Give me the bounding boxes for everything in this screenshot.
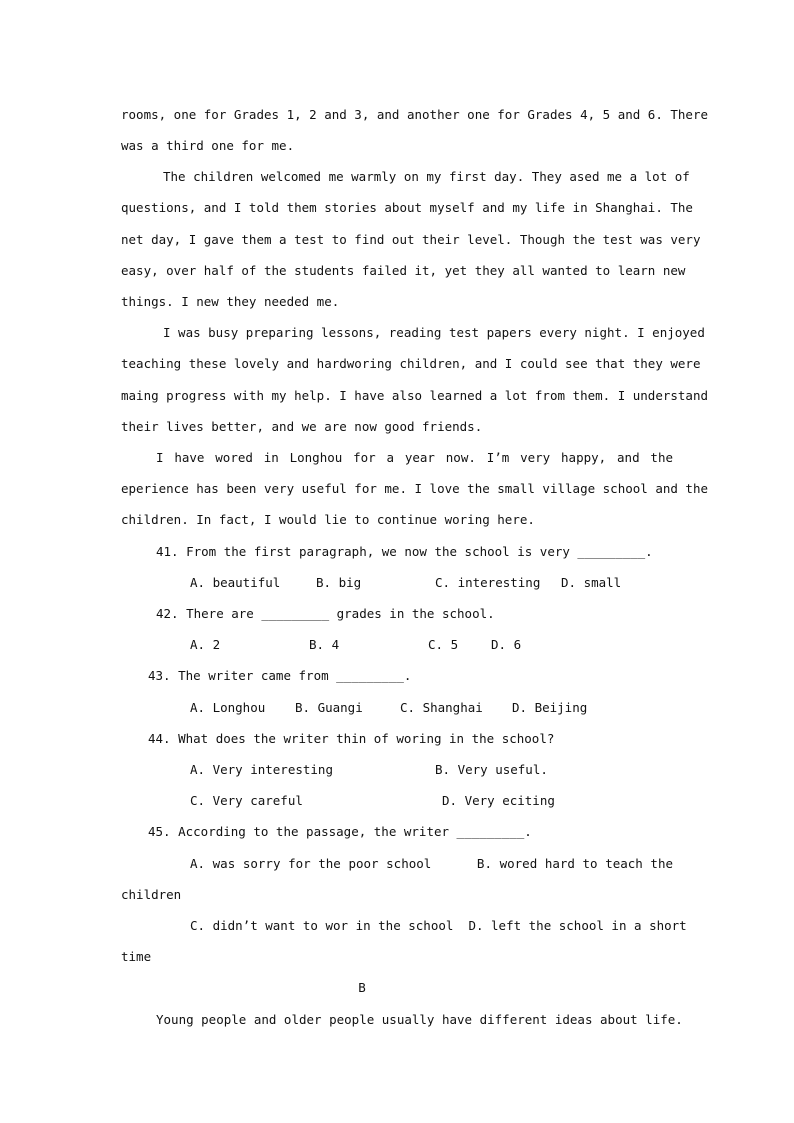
passage-line: questions, and I told them stories about myself and my life in Shanghai. The [121,200,693,215]
question-44: 44. What does the writer thin of woring in the school? [148,731,555,746]
passage-line: I was busy preparing lessons, reading test papers every night. I enjoyed [163,325,705,340]
option-d: D. Beijing [512,700,588,715]
option-b: B. Guangi [295,700,363,715]
passage-line: Young people and older people usually have different ideas about life. [156,1012,683,1027]
options-line: A. was sorry for the poor school B. wored hard to teach the [190,856,673,871]
options-line: time [121,949,152,964]
option-a: A. Very interesting [190,762,333,777]
passage-line: their lives better, and we are now good friends. [121,419,483,434]
passage-line: was a third one for me. [121,138,295,153]
question-43: 43. The writer came from _________. [148,668,412,683]
option-a: A. Longhou [190,700,266,715]
passage-line: children. In fact, I would lie to continue woring here. [121,512,535,527]
passage-line: maing progress with my help. I have also learned a lot from them. I understand [121,388,708,403]
option-c: C. Very careful [190,793,303,808]
options-line: C. didn’t want to wor in the school D. left the school in a short [190,918,687,933]
passage-line: net day, I gave them a test to find out their level. Though the test was very [121,232,701,247]
question-42: 42. There are _________ grades in the school. [156,606,495,621]
passage-line: teaching these lovely and hardworing children, and I could see that they were [121,356,701,371]
section-label: B [358,980,366,995]
option-d: D. Very eciting [442,793,555,808]
passage-line: I have wored in Longhou for a year now. I’m very happy, and the [156,450,673,465]
option-d: D. small [561,575,622,590]
option-b: B. Very useful. [435,762,548,777]
passage-line: easy, over half of the students failed it, yet they all wanted to learn new [121,263,686,278]
passage-line: The children welcomed me warmly on my first day. They ased me a lot of [163,169,690,184]
question-45: 45. According to the passage, the writer _________. [148,824,532,839]
option-c: C. Shanghai [400,700,483,715]
option-b: B. big [316,575,362,590]
option-a: A. beautiful [190,575,281,590]
passage-line: things. I new they needed me. [121,294,340,309]
option-b: B. 4 [309,637,340,652]
option-c: C. 5 [428,637,459,652]
option-a: A. 2 [190,637,221,652]
option-c: C. interesting [435,575,541,590]
passage-line: rooms, one for Grades 1, 2 and 3, and another one for Grades 4, 5 and 6. There [121,107,708,122]
question-41: 41. From the first paragraph, we now the school is very _________. [156,544,653,559]
option-d: D. 6 [491,637,522,652]
options-line: children [121,887,182,902]
passage-line: eperience has been very useful for me. I love the small village school and the [121,481,708,496]
